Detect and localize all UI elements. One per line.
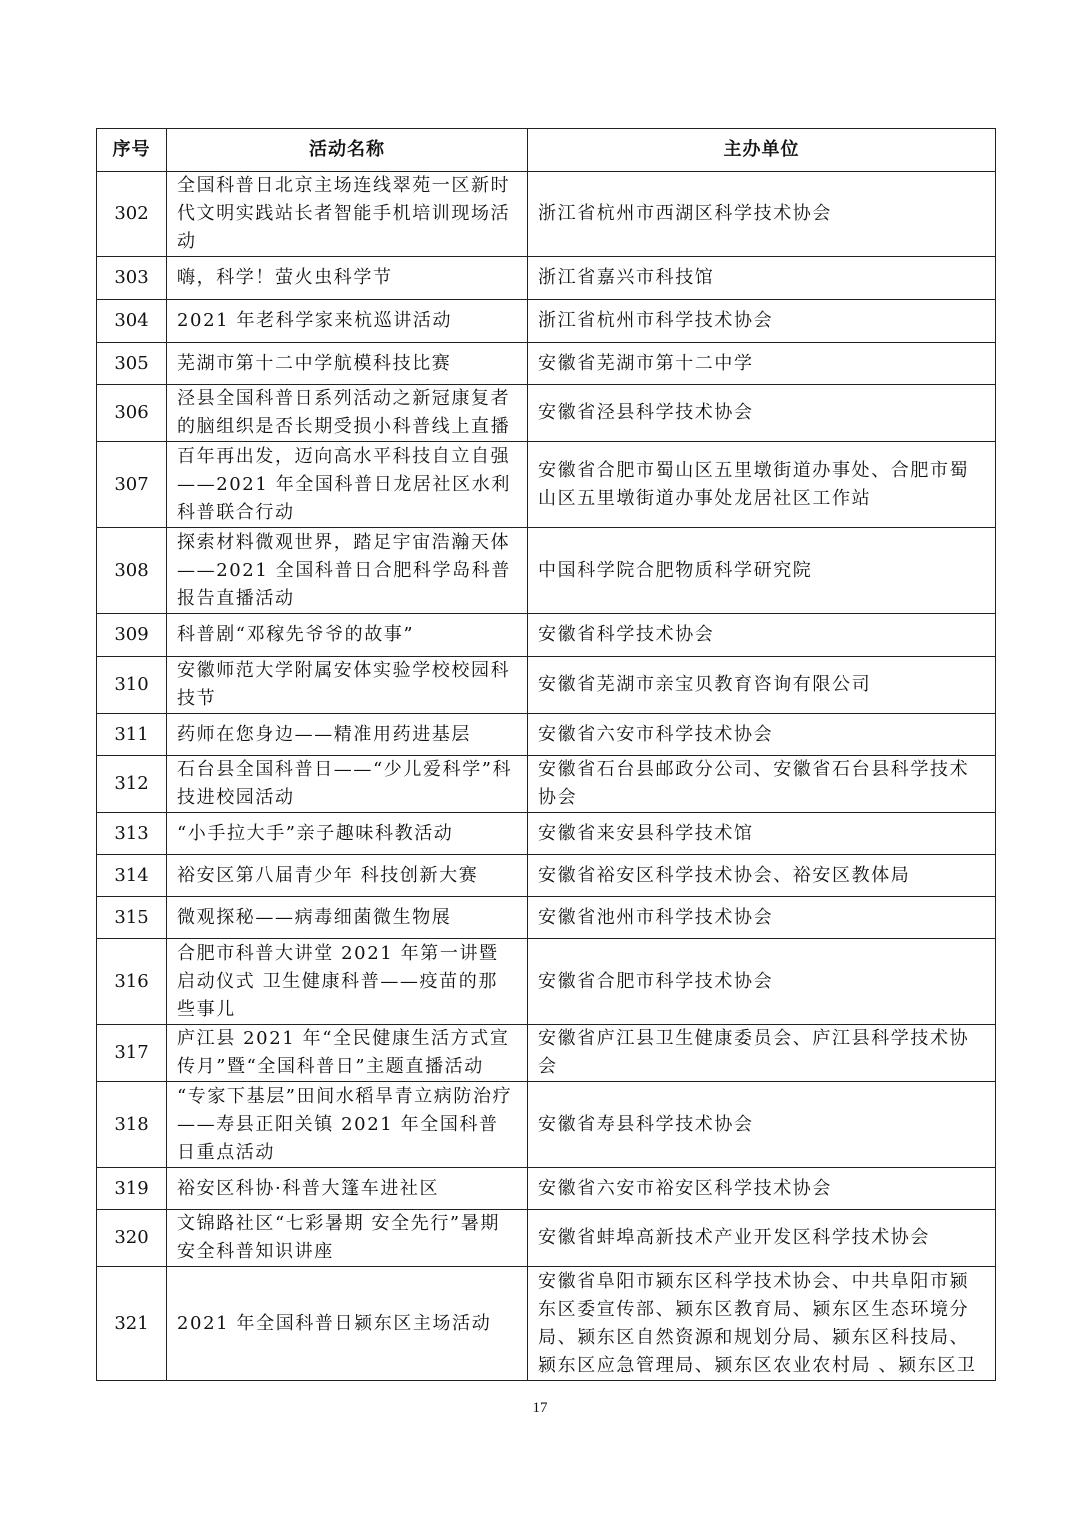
row-activity-name: 泾县全国科普日系列活动之新冠康复者的脑组织是否长期受损小科普线上直播 [167, 385, 528, 442]
row-index: 311 [97, 714, 167, 756]
row-organizer: 安徽省蚌埠高新技术产业开发区科学技术协会 [528, 1210, 996, 1267]
row-organizer: 浙江省嘉兴市科技馆 [528, 257, 996, 300]
row-organizer: 安徽省合肥市科学技术协会 [528, 939, 996, 1025]
row-activity-name: 微观探秘——病毒细菌微生物展 [167, 897, 528, 939]
row-activity-name: 庐江县 2021 年“全民健康生活方式宣传月”暨“全国科普日”主题直播活动 [167, 1025, 528, 1082]
table-row [97, 528, 996, 614]
row-index: 312 [97, 756, 167, 813]
activity-table [96, 128, 996, 1381]
row-organizer: 安徽省芜湖市亲宝贝教育咨询有限公司 [528, 657, 996, 714]
row-index: 307 [97, 442, 167, 528]
row-index: 304 [97, 300, 167, 343]
row-activity-name: 2021 年老科学家来杭巡讲活动 [167, 300, 528, 343]
row-organizer: 安徽省阜阳市颍东区科学技术协会、中共阜阳市颍东区委宣传部、颍东区教育局、颍东区生态环境分局、颍东区自然资源和规划分局、颍东区科技局、颍东区应急管理局、颍东区农业农村局 、颍东区卫 [528, 1267, 996, 1381]
table-row [97, 897, 996, 939]
row-activity-name: 药师在您身边——精准用药进基层 [167, 714, 528, 756]
table-row [97, 257, 996, 300]
header-index: 序号 [97, 129, 167, 172]
table-row [97, 442, 996, 528]
table-row [97, 855, 996, 897]
row-activity-name: 文锦路社区“七彩暑期 安全先行”暑期安全科普知识讲座 [167, 1210, 528, 1267]
row-index: 316 [97, 939, 167, 1025]
row-index: 319 [97, 1168, 167, 1210]
page-number: 17 [532, 1400, 548, 1416]
row-activity-name: 2021 年全国科普日颍东区主场活动 [167, 1267, 528, 1381]
activity-table-container [96, 128, 995, 1381]
row-organizer: 安徽省来安县科学技术馆 [528, 813, 996, 855]
row-organizer: 安徽省石台县邮政分公司、安徽省石台县科学技术协会 [528, 756, 996, 813]
row-activity-name: 嗨，科学！萤火虫科学节 [167, 257, 528, 300]
row-organizer: 安徽省六安市裕安区科学技术协会 [528, 1168, 996, 1210]
row-index: 310 [97, 657, 167, 714]
table-row [97, 714, 996, 756]
row-index: 321 [97, 1267, 167, 1381]
table-row [97, 939, 996, 1025]
row-activity-name: 全国科普日北京主场连线翠苑一区新时代文明实践站长者智能手机培训现场活动 [167, 172, 528, 257]
row-organizer: 浙江省杭州市西湖区科学技术协会 [528, 172, 996, 257]
row-organizer: 安徽省泾县科学技术协会 [528, 385, 996, 442]
table-row [97, 172, 996, 257]
table-row [97, 614, 996, 657]
table-row [97, 813, 996, 855]
row-organizer: 安徽省寿县科学技术协会 [528, 1082, 996, 1168]
row-activity-name: 百年再出发，迈向高水平科技自立自强——2021 年全国科普日龙居社区水利科普联合行动 [167, 442, 528, 528]
table-header-row [97, 129, 996, 172]
row-activity-name: 裕安区第八届青少年 科技创新大赛 [167, 855, 528, 897]
table-row [97, 385, 996, 442]
row-activity-name: 合肥市科普大讲堂 2021 年第一讲暨启动仪式 卫生健康科普——疫苗的那些事儿 [167, 939, 528, 1025]
row-organizer: 安徽省裕安区科学技术协会、裕安区教体局 [528, 855, 996, 897]
row-activity-name: 安徽师范大学附属安体实验学校校园科技节 [167, 657, 528, 714]
header-activity-name: 活动名称 [167, 129, 528, 172]
table-row [97, 1168, 996, 1210]
row-index: 309 [97, 614, 167, 657]
table-row [97, 756, 996, 813]
row-index: 313 [97, 813, 167, 855]
row-activity-name: 芜湖市第十二中学航模科技比赛 [167, 343, 528, 385]
row-organizer: 浙江省杭州市科学技术协会 [528, 300, 996, 343]
row-index: 305 [97, 343, 167, 385]
row-index: 302 [97, 172, 167, 257]
row-index: 303 [97, 257, 167, 300]
row-activity-name: 裕安区科协·科普大篷车进社区 [167, 1168, 528, 1210]
row-index: 308 [97, 528, 167, 614]
row-index: 315 [97, 897, 167, 939]
row-index: 318 [97, 1082, 167, 1168]
row-activity-name: 探索材料微观世界，踏足宇宙浩瀚天体——2021 全国科普日合肥科学岛科普报告直播活动 [167, 528, 528, 614]
row-index: 317 [97, 1025, 167, 1082]
row-organizer: 安徽省六安市科学技术协会 [528, 714, 996, 756]
row-activity-name: “专家下基层”田间水稻旱青立病防治疗——寿县正阳关镇 2021 年全国科普日重点活动 [167, 1082, 528, 1168]
header-organizer: 主办单位 [528, 129, 996, 172]
row-activity-name: “小手拉大手”亲子趣味科教活动 [167, 813, 528, 855]
table-row [97, 1267, 996, 1381]
row-organizer: 中国科学院合肥物质科学研究院 [528, 528, 996, 614]
table-row [97, 1025, 996, 1082]
row-activity-name: 石台县全国科普日——“少儿爱科学”科技进校园活动 [167, 756, 528, 813]
table-row [97, 1082, 996, 1168]
row-organizer: 安徽省庐江县卫生健康委员会、庐江县科学技术协会 [528, 1025, 996, 1082]
row-index: 306 [97, 385, 167, 442]
table-row [97, 1210, 996, 1267]
row-organizer: 安徽省科学技术协会 [528, 614, 996, 657]
row-index: 320 [97, 1210, 167, 1267]
row-activity-name: 科普剧“邓稼先爷爷的故事” [167, 614, 528, 657]
row-organizer: 安徽省池州市科学技术协会 [528, 897, 996, 939]
row-index: 314 [97, 855, 167, 897]
row-organizer: 安徽省合肥市蜀山区五里墩街道办事处、合肥市蜀山区五里墩街道办事处龙居社区工作站 [528, 442, 996, 528]
table-row [97, 300, 996, 343]
table-body [97, 172, 996, 1381]
row-organizer: 安徽省芜湖市第十二中学 [528, 343, 996, 385]
table-row [97, 343, 996, 385]
table-row [97, 657, 996, 714]
